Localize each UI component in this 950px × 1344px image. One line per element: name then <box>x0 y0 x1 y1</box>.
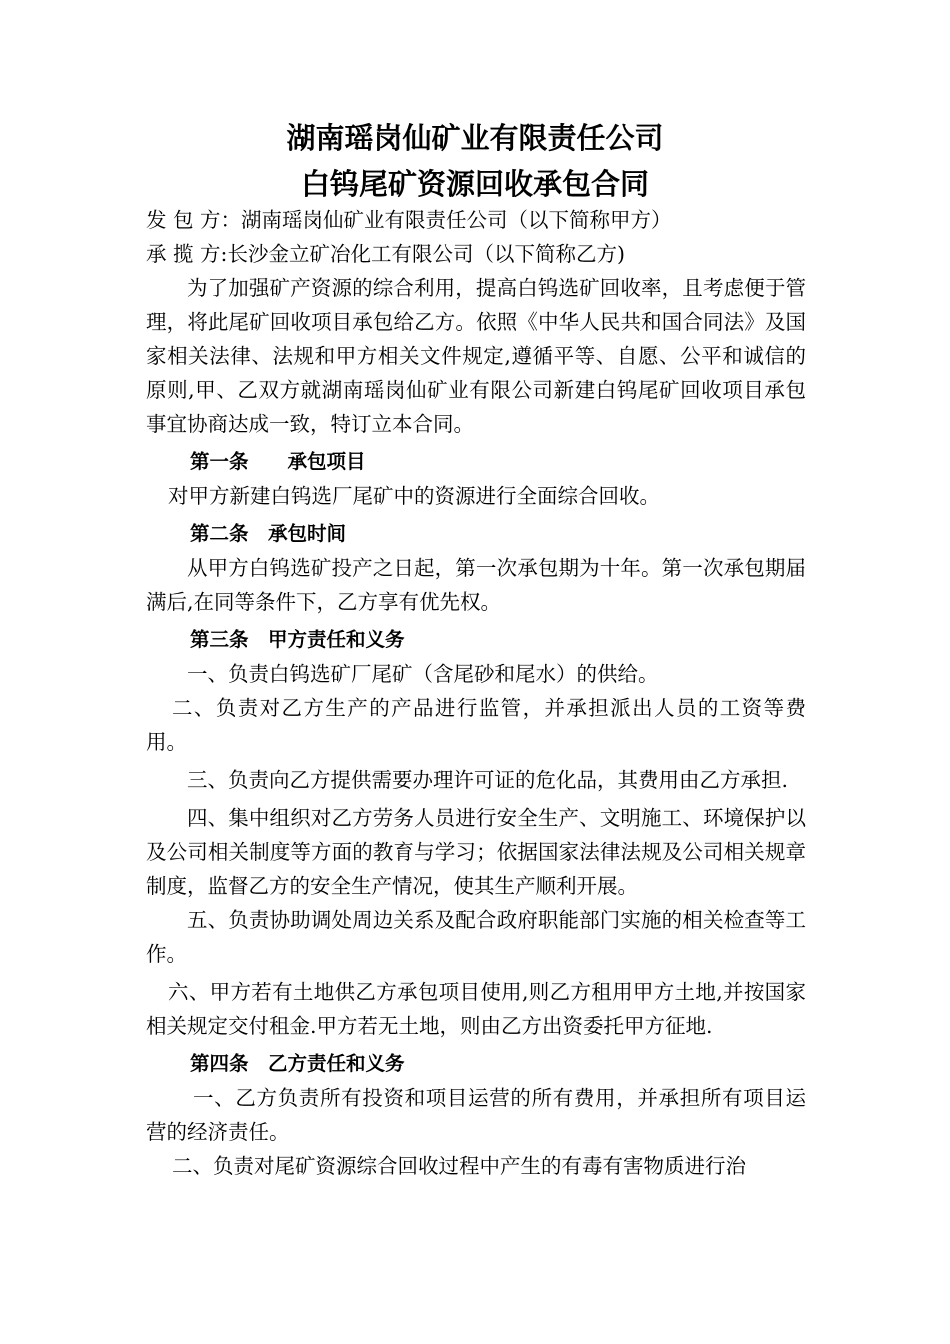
article-3-heading: 第三条 甲方责任和义务 <box>190 628 405 651</box>
article-1-body: 对甲方新建白钨选厂尾矿中的资源进行全面综合回收。 <box>168 484 660 508</box>
company-title: 湖南瑶岗仙矿业有限责任公司 <box>286 121 664 155</box>
preamble-paragraph: 为了加强矿产资源的综合利用，提高白钨选矿回收率，且考虑便于管理，将此尾矿回收项目承包给乙方。依照《中华人民共和国合同法》及国家相关法律、法规和甲方相关文件规定,遵循平等、自愿、公平和诚信的原则,甲、乙双方就湖南瑶岗仙矿业有限公司新建白钨尾矿回收项目承包事宜协商达成一致，特订立本合同。 <box>146 276 806 436</box>
article-2-heading: 第二条 承包时间 <box>190 522 347 545</box>
article-4-item-2: 二、负责对尾矿资源综合回收过程中产生的有毒有害物质进行治 <box>172 1154 746 1178</box>
article-3-item-6: 六、甲方若有土地供乙方承包项目使用,则乙方租用甲方土地,并按国家相关规定交付租金.甲方若无土地，则由乙方出资委托甲方征地. <box>146 980 806 1038</box>
party-b: 承 揽 方:长沙金立矿冶化工有限公司（以下简称乙方) <box>146 242 625 266</box>
contract-body <box>146 203 806 1183</box>
article-1-heading: 第一条 承包项目 <box>190 450 366 473</box>
party-a: 发 包 方：湖南瑶岗仙矿业有限责任公司（以下简称甲方） <box>146 208 672 232</box>
article-2-body: 从甲方白钨选矿投产之日起，第一次承包期为十年。第一次承包期届满后,在同等条件下，乙方享有优先权。 <box>146 556 806 614</box>
article-3-item-3: 三、负责向乙方提供需要办理许可证的危化品，其费用由乙方承担. <box>187 768 789 792</box>
article-3-item-5: 五、负责协助调处周边关系及配合政府职能部门实施的相关检查等工作。 <box>146 908 806 966</box>
contract-title: 白钨尾矿资源回收承包合同 <box>300 167 649 201</box>
article-3-item-4: 四、集中组织对乙方劳务人员进行安全生产、文明施工、环境保护以及公司相关制度等方面的教育与学习；依据国家法律法规及公司相关规章制度，监督乙方的安全生产情况，使其生产顺利开展。 <box>146 806 806 898</box>
article-3-item-1: 一、负责白钨选矿厂尾矿（含尾砂和尾水）的供给。 <box>187 662 659 686</box>
article-4-heading: 第四条 乙方责任和义务 <box>190 1052 405 1075</box>
article-4-item-1: 一、乙方负责所有投资和项目运营的所有费用，并承担所有项目运营的经济责任。 <box>146 1086 806 1144</box>
article-3-item-2: 二、负责对乙方生产的产品进行监管，并承担派出人员的工资等费用。 <box>146 696 806 754</box>
